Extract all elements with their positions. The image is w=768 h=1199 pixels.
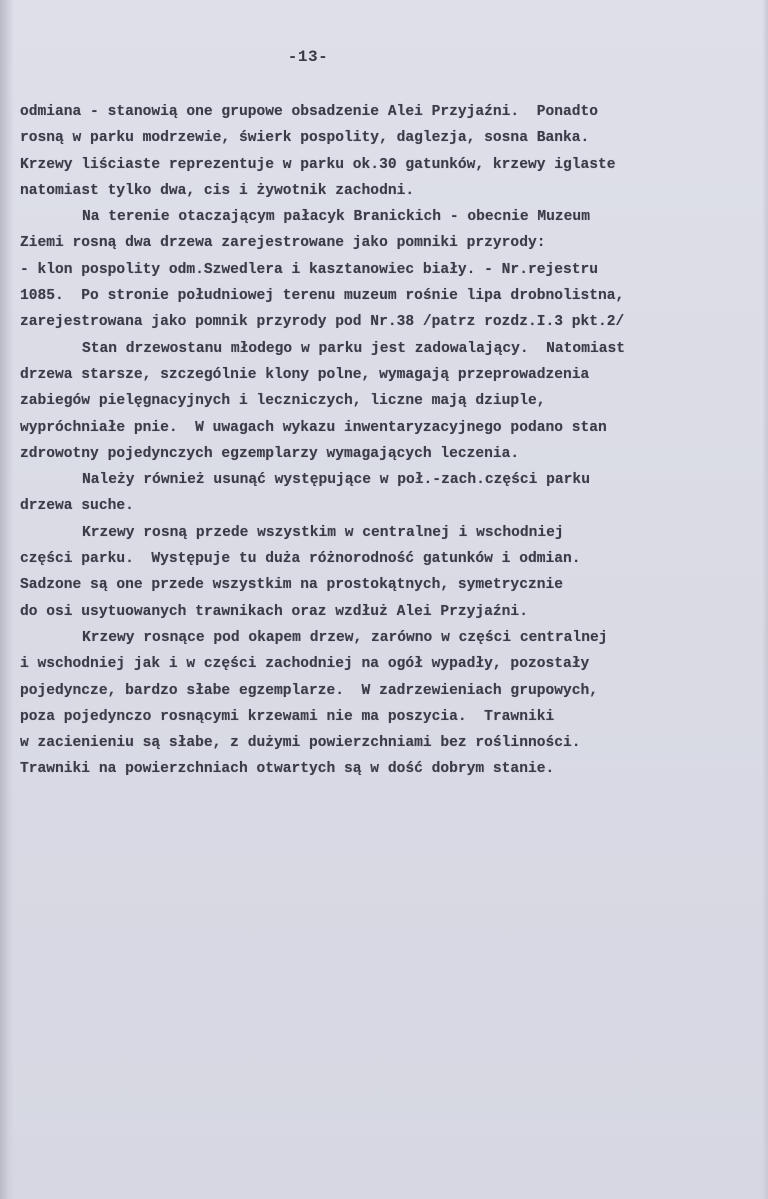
text-line: Trawniki na powierzchniach otwartych są w dość dobrym stanie. <box>20 761 555 778</box>
text-line: Ziemi rosną dwa drzewa zarejestrowane jako pomniki przyrody: <box>20 235 546 252</box>
text-line: w zacienieniu są słabe, z dużymi powierzchniami bez roślinności. <box>20 735 581 752</box>
typed-body-text <box>20 99 760 783</box>
text-line: zdrowotny pojedynczych egzemplarzy wymagających leczenia. <box>20 445 520 462</box>
text-line: części parku. Występuje tu duża różnorodność gatunków i odmian. <box>20 551 581 568</box>
text-line: wypróchniałe pnie. W uwagach wykazu inwentaryzacyjnego podano stan <box>20 419 607 436</box>
text-line: natomiast tylko dwa, cis i żywotnik zachodni. <box>20 182 415 199</box>
text-line: Stan drzewostanu młodego w parku jest zadowalający. Natomiast <box>82 340 625 357</box>
text-line: zabiegów pielęgnacyjnych i leczniczych, liczne mają dziuple, <box>20 393 546 410</box>
text-line: rosną w parku modrzewie, świerk pospolity, daglezja, sosna Banka. <box>20 130 590 147</box>
text-line: drzewa starsze, szczególnie klony polne, wymagają przeprowadzenia <box>20 366 590 383</box>
text-line: i wschodniej jak i w części zachodniej na ogół wypadły, pozostały <box>20 656 590 673</box>
text-line: poza pojedynczo rosnącymi krzewami nie ma poszycia. Trawniki <box>20 708 555 725</box>
text-line: zarejestrowana jako pomnik przyrody pod Nr.38 /patrz rozdz.I.3 pkt.2/ <box>20 314 625 331</box>
text-line: pojedyncze, bardzo słabe egzemplarze. W zadrzewieniach grupowych, <box>20 682 599 699</box>
paper-right-edge-shadow <box>762 0 768 1199</box>
page-number: -13- <box>287 48 329 66</box>
text-line: Krzewy rosną przede wszystkim w centralnej i wschodniej <box>82 524 564 541</box>
text-line: drzewa suche. <box>20 498 134 515</box>
text-line: Krzewy rosnące pod okapem drzew, zarówno w części centralnej <box>82 629 608 646</box>
text-line: do osi usytuowanych trawnikach oraz wzdłuż Alei Przyjaźni. <box>20 603 528 620</box>
text-line: 1085. Po stronie południowej terenu muzeum rośnie lipa drobnolistna, <box>20 288 625 305</box>
paper-left-edge-shadow <box>0 0 14 1199</box>
text-line: - klon pospolity odm.Szwedlera i kasztanowiec biały. - Nr.rejestru <box>20 261 599 278</box>
text-line: Sadzone są one przede wszystkim na prostokątnych, symetrycznie <box>20 577 563 594</box>
text-line: odmiana - stanowią one grupowe obsadzenie Alei Przyjaźni. Ponadto <box>20 104 599 120</box>
text-line: Należy również usunąć występujące w poł.-zach.części parku <box>82 472 590 489</box>
text-line: Krzewy liściaste reprezentuje w parku ok.30 gatunków, krzewy iglaste <box>20 156 616 173</box>
text-line: Na terenie otaczającym pałacyk Branickich - obecnie Muzeum <box>82 209 590 226</box>
